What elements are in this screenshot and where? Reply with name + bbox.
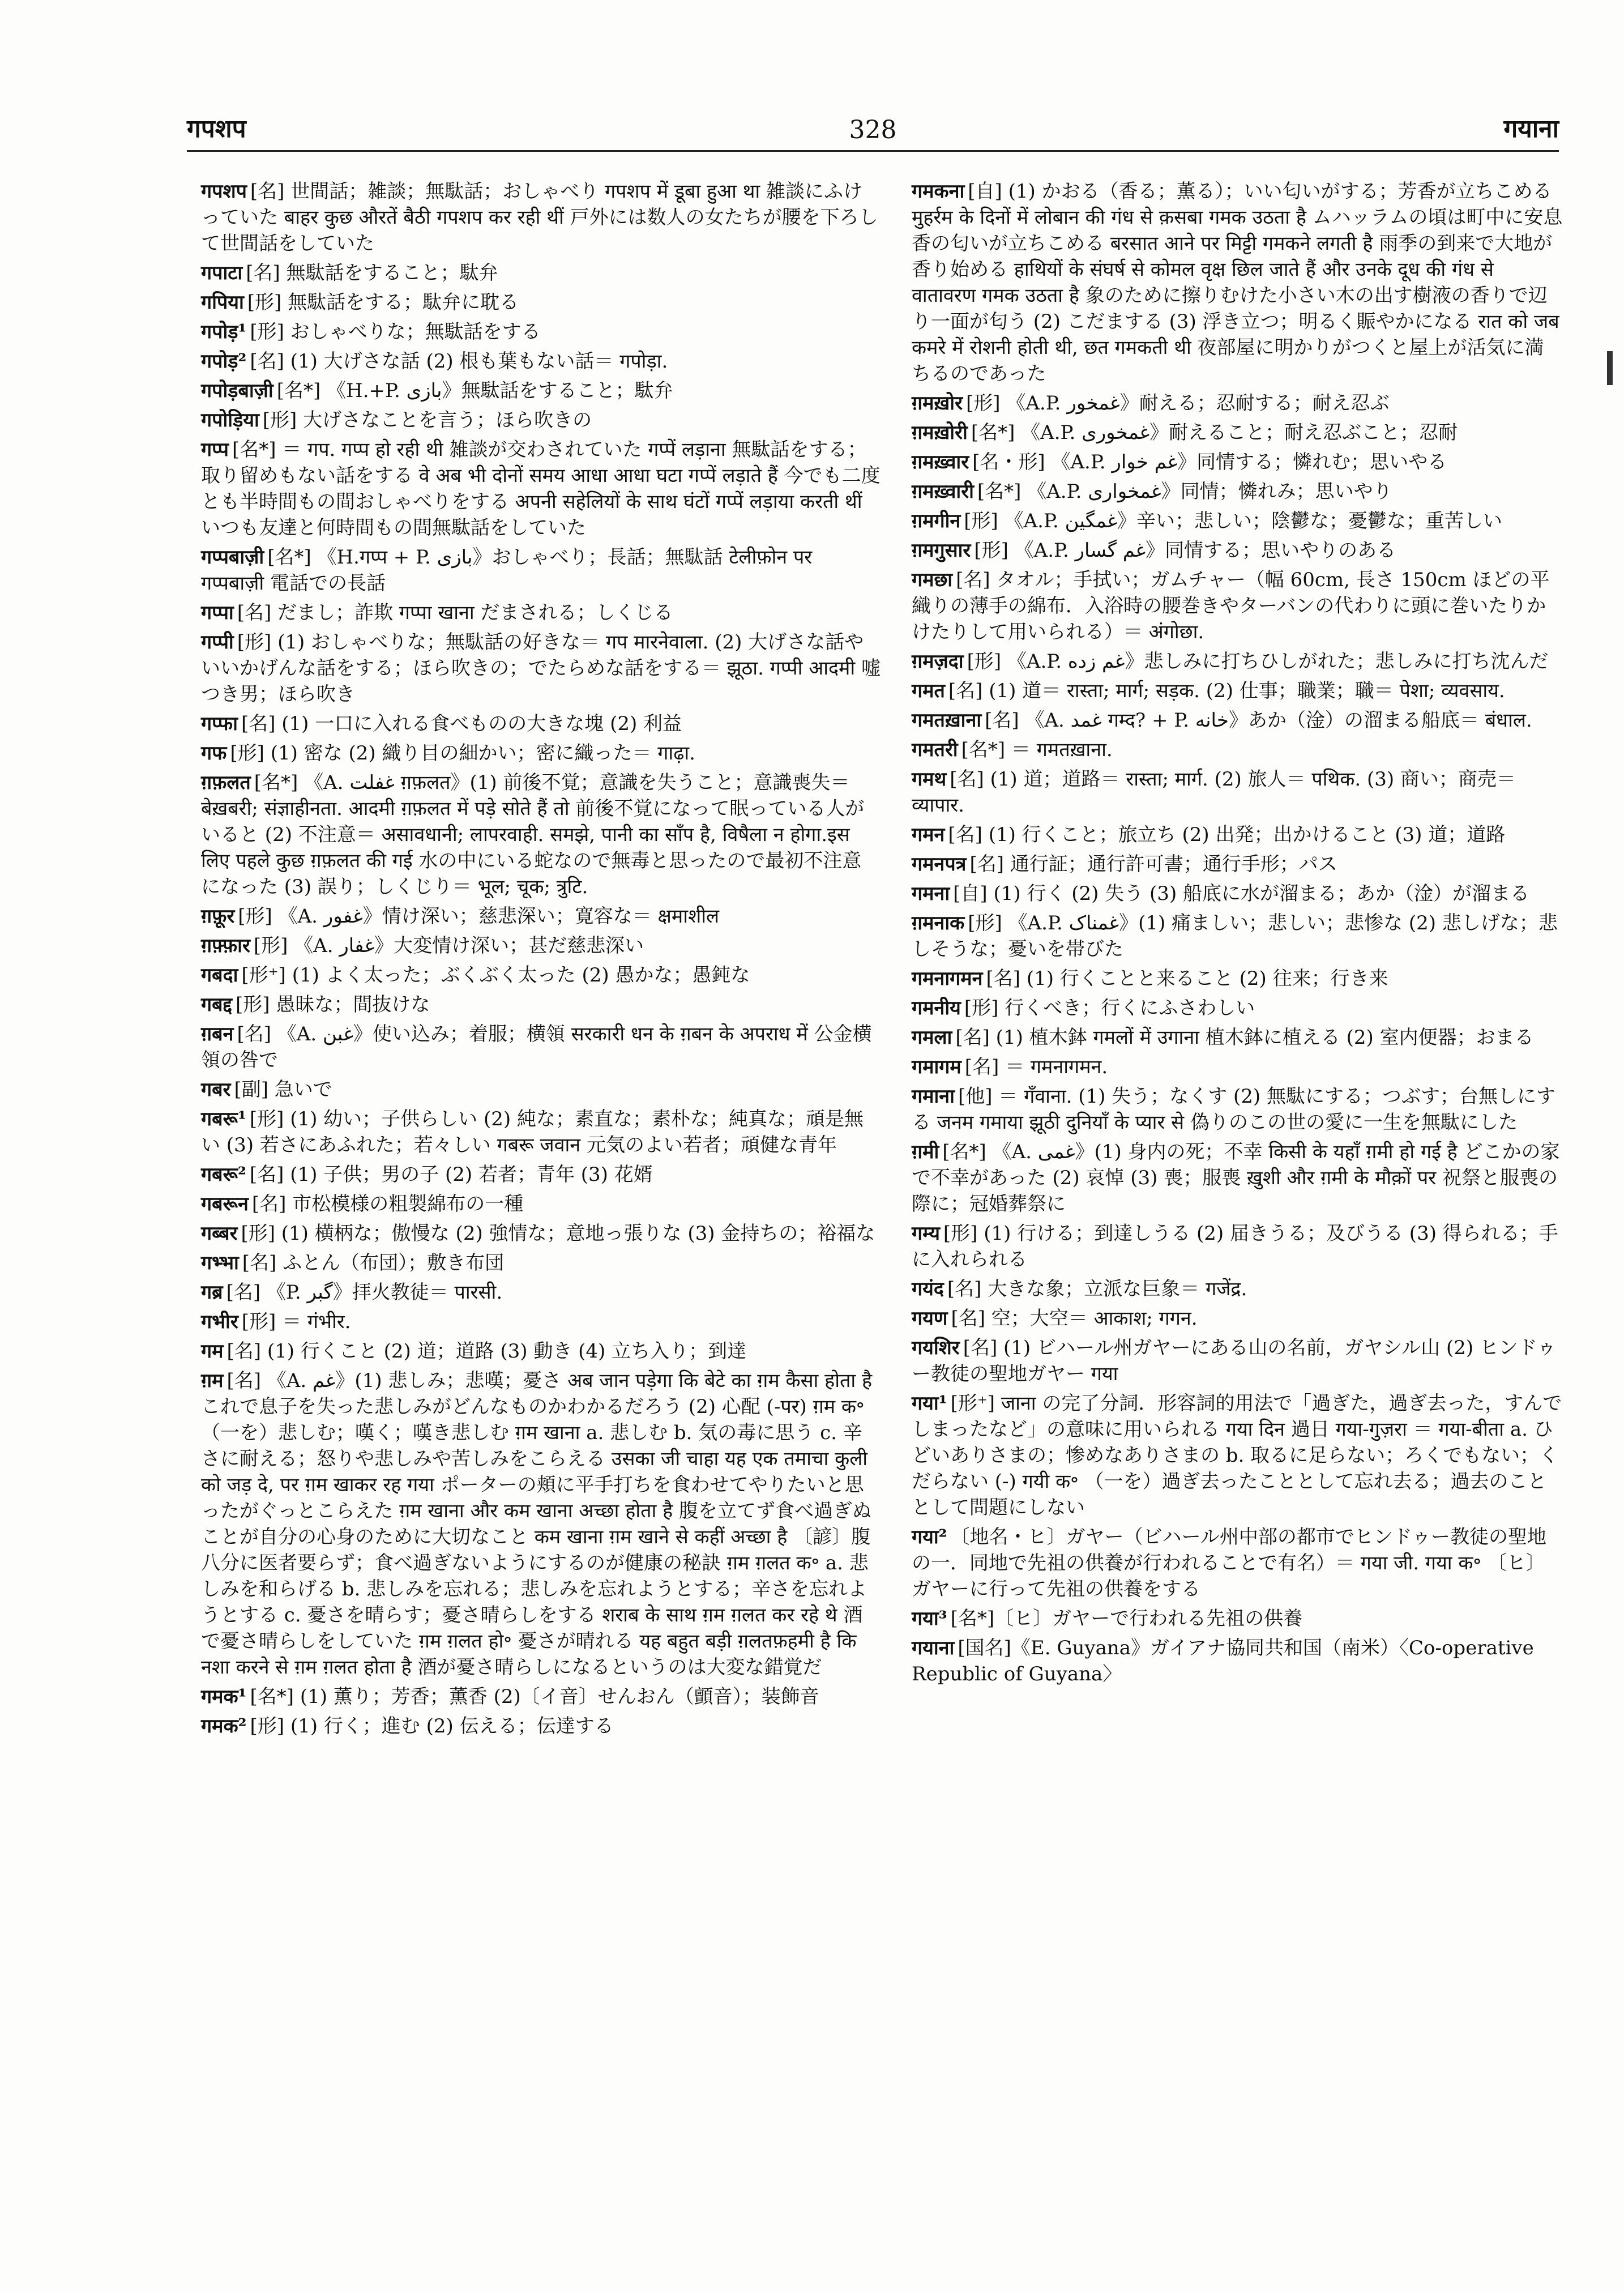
guide-word-last: गयाना — [1503, 114, 1559, 143]
headword: गबदा — [201, 964, 238, 987]
definition: [名] (1) 植木鉢 गमलों में उगाना 植木鉢に植える (2) 室内便器；おまる — [955, 1026, 1534, 1049]
dictionary-entry — [201, 1338, 881, 1364]
definition: [名*]〔ヒ〕ガヤーで行われる先祖の供養 — [950, 1607, 1303, 1630]
dictionary-entry — [912, 1606, 1563, 1632]
definition: [名*] 《H.+P. بازی》無駄話をすること；駄弁 — [276, 379, 673, 402]
definition: [形] (1) 行く；進む (2) 伝える；伝達する — [250, 1715, 614, 1738]
definition: [名*] 《A. غمی》(1) 身内の死；不幸 किसी के यहाँ ग़मी हो गई है どこかの家で不幸があった (2) 哀悼 (3) 喪；服喪 ख़ुशी और ग़मी के मौक़ों पर 祝祭と服喪の際に；冠婚葬祭に — [912, 1141, 1560, 1215]
dictionary-entry — [912, 737, 1563, 763]
dictionary-entry — [201, 378, 881, 404]
definition: [名*] (1) 薫り；芳香；薫香 (2)〔イ音〕せんおん（顫音）；装飾音 — [250, 1685, 819, 1708]
definition: [名] だまし；詐欺 गप्पा खाना だまされる；しくじる — [237, 601, 673, 624]
headword: ग़मगुसार — [912, 539, 971, 562]
headword: गमना — [912, 882, 950, 905]
definition: [名] 《A. غم》(1) 悲しみ；悲嘆；憂さ अब जान पड़ेगा कि बेटे का ग़म कैसा होता है これで息子を失った悲しみがどんなものかわかるだろう (2) 心配 (-पर) ग़म क॰ （一を）悲しむ；嘆く；嘆き悲しむ ग़म खाना a. 悲しむ b. 気の毒に思う c. 辛さに耐える；怒りや悲しみや苦しみをこらえる उसका जी चाहा यह एक तमाचा कुली को जड़ दे, पर ग़म खाकर रह गया ポーターの頬に平手打ちを食わせてやりたいと思ったがぐっとこらえた ग़म खाना और कम खाना अच्छा होता है 腹を立てず食べ過ぎぬことが自分の心身のために大切なこと कम खाना ग़म खाने से कहीं अच्छा है 〔諺〕腹八分に医者要らず；食べ過ぎないようにするのが健康の秘訣 ग़म ग़लत क॰ a. 悲しみを和らげる b. 悲しみを忘れる；悲しみを忘れようとする；辛さを忘れようとする c. 憂さを晴らす；憂さ晴らしをする शराब के साथ ग़म ग़लत कर रहे थे 酒で憂さ晴らしをしていた ग़म ग़लत हो॰ 憂さが晴れる यह बहुत बड़ी ग़लतफ़हमी है कि नशा करने से ग़म ग़लत होता है 酒が憂さ晴らしになるというのは大変な錯覚だ — [201, 1369, 873, 1679]
definition: [名*] 《A.P. غمخواری》同情；憐れみ；思いやり — [977, 480, 1392, 503]
definition: 〔地名・ヒ〕ガヤー（ビハール州中部の都市でヒンドゥー教徒の聖地の一．同地で先祖の供養が行われることで有名）＝ गया जी. गया क॰ 〔ヒ〕ガヤーに行って先祖の供養をする — [912, 1526, 1547, 1600]
dictionary-entry — [912, 648, 1563, 675]
headword: गप्पबाज़ी — [201, 546, 264, 569]
definition: [名] (1) ビハール州ガヤーにある山の名前，ガヤシル山 (2) ヒンドゥー教徒の聖地ガヤー गया — [912, 1337, 1557, 1385]
definition: [自] (1) かおる（香る；薫る）；いい匂いがする；芳香が立ちこめる मुहर्रम के दिनों में लोबान की गंध से क़सबा गमक उठता है ムハッラムの頃は町中に安息香の匂いが立ちこめる बरसात आने पर मिट्टी गमकने लगती है 雨季の到来で大地が香り始める हाथियों के संघर्ष से कोमल वृक्ष छिल जाते हैं और उनके दूध की गंध से वातावरण गमक उठता है 象のために擦りむけた小さい木の出す樹液の香りで辺り一面が匂う (2) こだまする (3) 浮き立つ；明るく賑やかになる रात को जब कमरे में रोशनी होती थी, छत गमकती थी 夜部屋に明かりがつくと屋上が活気に満ちるのであった — [912, 180, 1563, 385]
definition: [形] 行くべき；行くにふさわしい — [964, 997, 1255, 1019]
definition: [名*] 《A.P. غمخوری》耐えること；耐え忍ぶこと；忍耐 — [971, 421, 1458, 444]
dictionary-entry — [912, 1025, 1563, 1051]
headword: गपिया — [201, 291, 244, 314]
definition: [形] (1) おしゃべりな；無駄話の好きな＝ गप मारनेवाला. (2) 大げさな話やいいかげんな話をする；ほら吹きの；でたらめな話をする＝ झूठा. गप्पी आदमी 嘘つき男；ほら吹き — [201, 631, 881, 706]
dictionary-entry — [912, 995, 1563, 1021]
dictionary-entry — [201, 600, 881, 626]
definition: [形] 無駄話をする；駄弁に耽る — [247, 291, 519, 314]
headword: गबरू¹ — [201, 1108, 246, 1130]
dictionary-entry — [201, 260, 881, 286]
headword: गप्फा — [201, 712, 238, 735]
thumb-index-mark — [1607, 351, 1613, 385]
headword: गपशप — [201, 180, 247, 203]
definition: [副] 急いで — [234, 1078, 332, 1101]
headword: गमक¹ — [201, 1685, 247, 1708]
headword: गप्प — [201, 438, 229, 461]
definition: [名] (1) 行くこと；旅立ち (2) 出発；出かけること (3) 道；道路 — [948, 823, 1506, 846]
dictionary-entry — [912, 178, 1563, 387]
dictionary-entry — [912, 1524, 1563, 1602]
headword: गमनपत्र — [912, 853, 967, 876]
definition: [名] 市松模様の粗製綿布の一種 — [251, 1193, 524, 1215]
dictionary-entry — [201, 1250, 881, 1276]
dictionary-entry — [201, 1309, 881, 1335]
definition: [名*] ＝ गमतख़ाना. — [961, 739, 1113, 761]
dictionary-entry — [912, 1276, 1563, 1302]
definition: [自] (1) 行く (2) 失う (3) 船底に水が溜まる；あか（淦）が溜まる — [953, 882, 1530, 905]
headword: ग़मख़्वार — [912, 451, 969, 473]
dictionary-entry — [912, 1390, 1563, 1521]
headword: गपोड़िया — [201, 409, 259, 432]
definition: [名] タオル；手拭い；ガムチャー（幅 60cm, 長さ 150cm ほどの平織りの薄手の綿布．入浴時の腰巻きやターバンの代わりに頭に巻いたりかけたりして用いられる）＝ अंगोछा. — [912, 569, 1550, 643]
definition: [形] ＝ गंभीर. — [241, 1311, 351, 1333]
headword: ग़मख़ोरी — [912, 421, 968, 444]
headword: गमनागमन — [912, 967, 983, 990]
definition: [他] ＝ गँवाना. (1) 失う；なくす (2) 無駄にする；つぶす；台無しにする जनम गमाया झूठी दुनियाँ के प्यार से 偽りのこの世の愛に一生を無駄にした — [912, 1085, 1555, 1134]
dictionary-entry — [912, 567, 1563, 645]
dictionary-entry — [201, 711, 881, 737]
dictionary-entry — [912, 1054, 1563, 1080]
headword: गपोड़बाज़ी — [201, 379, 273, 402]
dictionary-entry — [912, 678, 1563, 704]
dictionary-entry — [912, 479, 1563, 505]
headword: गभ्भा — [201, 1252, 239, 1274]
headword: गम्य — [912, 1222, 940, 1245]
dictionary-entry — [912, 881, 1563, 907]
headword: गमनीय — [912, 997, 961, 1019]
dictionary-entry — [201, 992, 881, 1018]
definition: [名] (1) 子供；男の子 (2) 若者；青年 (3) 花婿 — [249, 1163, 653, 1186]
dictionary-entry — [912, 508, 1563, 534]
definition: [名*] 《H.गप्प + P. بازی》おしゃべり；長話；無駄話 टेलीफ़ोन पर गप्पबाज़ी 電話での長話 — [201, 546, 813, 595]
dictionary-entry — [201, 770, 881, 900]
dictionary-entry — [912, 1139, 1563, 1217]
definition: [名] 大きな象；立派な巨象＝ गजेंद्र. — [947, 1278, 1247, 1300]
headword: गमतख़ाना — [912, 709, 982, 732]
dictionary-entry — [201, 629, 881, 707]
dictionary-entry — [201, 1106, 881, 1158]
headword: गमछा — [912, 569, 953, 591]
definition: [形] 大げさなことを言う；ほら吹きの — [262, 409, 592, 432]
headword: गमला — [912, 1026, 952, 1049]
definition: [名] 無駄話をすること；駄弁 — [246, 262, 498, 284]
headword: गमकना — [912, 180, 965, 203]
right-column — [912, 178, 1563, 1691]
dictionary-entry — [201, 933, 881, 959]
definition: [形] おしゃべりな；無駄話をする — [250, 321, 541, 343]
headword: ग़म — [201, 1369, 224, 1392]
dictionary-entry — [201, 1162, 881, 1188]
headword: ग़फ़लत — [201, 771, 251, 794]
dictionary-entry — [201, 289, 881, 315]
definition: [形⁺] (1) よく太った；ぶくぶく太った (2) 愚かな；愚鈍な — [241, 964, 750, 987]
dictionary-entry — [912, 420, 1563, 446]
guide-word-first: गपशप — [187, 114, 246, 143]
definition: [形] (1) 横柄な；傲慢な (2) 強情な；意地っ張りな (3) 金持ちの；裕福な — [241, 1222, 875, 1245]
headword: गयण — [912, 1307, 948, 1330]
headword: गप्पी — [201, 631, 234, 654]
definition: [形] 《A. غفار》大変情け深い；甚だ慈悲深い — [253, 934, 644, 957]
headword: गयंद — [912, 1278, 944, 1300]
dictionary-entry — [912, 966, 1563, 992]
definition: [国名]《E. Guyana》ガイアナ協同共和国（南米）〈Co-operative Republic of Guyana〉 — [912, 1637, 1534, 1685]
dictionary-entry — [201, 1279, 881, 1305]
headword: ग़फ़्फ़ार — [201, 934, 250, 957]
definition: [名] ふとん（布団）；敷き布団 — [242, 1252, 505, 1274]
dictionary-entry — [912, 390, 1563, 416]
headword: गपोड़¹ — [201, 321, 247, 343]
dictionary-entry — [201, 407, 881, 433]
headword: ग़बन — [201, 1023, 234, 1045]
headword: गमन — [912, 823, 945, 846]
definition: [名*] 《A. غفلت ग़फ़लत》(1) 前後不覚；意識を失うこと；意識喪失＝ बेख़बरी; संज्ञाहीनता. आदमी ग़फ़लत में पड़े सोते हैं तो 前後不覚になって眠っている人がいると (2) 不注意＝ असावधानी; लापरवाही. समझे, पानी का साँप है, विषैला न होगा.इस लिए पहले कुछ ग़फ़लत की गई 水の中にいる蛇なので無毒と思ったので最初不注意になった (3) 誤り；しくじり＝ भूल; चूक; त्रुटि. — [201, 771, 865, 898]
definition: [名] 《A. غبن》使い込み；着服；横領 सरकारी धन के ग़बन के अपराध में 公金横領の咎で — [201, 1023, 872, 1072]
definition: [名] 通行証；通行許可書；通行手形；パス — [969, 853, 1337, 876]
headword: गबरू² — [201, 1163, 246, 1186]
headword: गफ — [201, 742, 227, 765]
definition: [名] 《P. گبر》拝火教徒＝ पारसी. — [226, 1281, 503, 1304]
dictionary-entry — [201, 1368, 881, 1680]
definition: [名] 世間話；雑談；無駄話；おしゃべり गपशप में डूबा हुआ था 雑談にふけっていた बाहर कुछ औरतें बैठी गपशप कर रही थीं 戸外には数人の女たちが腰を下ろして世間話をしていた — [201, 180, 878, 255]
definition: [名] (1) 一口に入れる食べものの大きな塊 (2) 利益 — [241, 712, 682, 735]
definition: [形] 《A.P. غمگین》辛い；悲しい；陰鬱な；憂鬱な；重苦しい — [964, 510, 1502, 532]
dictionary-entry — [201, 740, 881, 766]
headword: गमागम — [912, 1056, 961, 1078]
dictionary-entry — [201, 1684, 881, 1710]
definition: [形⁺] जाना の完了分詞．形容詞的用法で「過ぎた，過ぎ去った，すんでしまったなど」の意味に用いられる गया दिन 過日 गया-गुज़रा ＝ गया-बीता a. ひどいありさまの；惨めなありさまの b. 取るに足らない；ろくでもない；くだらない (-) गयी क॰ （一を）過ぎ去ったこととして忘れ去る；過去のこととして問題にしない — [912, 1392, 1562, 1519]
headword: गमाना — [912, 1085, 955, 1108]
dictionary-entry — [201, 903, 881, 929]
definition: [名] ＝ गमनागमन. — [964, 1056, 1108, 1078]
headword: गबरून — [201, 1193, 249, 1215]
headword: ग़मनाक — [912, 912, 965, 934]
definition: [形] 《A.P. غمخور》耐える；忍耐する；耐え忍ぶ — [966, 392, 1390, 415]
headword: गया³ — [912, 1607, 947, 1630]
dictionary-entry — [912, 449, 1563, 475]
dictionary-entry — [912, 1635, 1563, 1687]
headword: ग़मी — [912, 1141, 939, 1163]
headword: गयशिर — [912, 1337, 960, 1359]
dictionary-entry — [912, 1335, 1563, 1387]
dictionary-entry — [201, 437, 881, 541]
definition: [名] 空；大空＝ आकाश; गगन. — [951, 1307, 1198, 1330]
headword: गमतरी — [912, 739, 958, 761]
definition: [名・形] 《A.P. غم خوار》同情する；憐れむ；思いやる — [972, 451, 1447, 473]
dictionary-entry — [912, 1305, 1563, 1331]
headword: गपोड़² — [201, 350, 247, 373]
definition: [形] 《A.P. غم زده》悲しみに打ちひしがれた；悲しみに打ち沈んだ — [967, 650, 1549, 673]
headword: ग़मगीन — [912, 510, 961, 532]
headword: ग़मख़ोर — [912, 392, 963, 415]
dictionary-entry — [201, 348, 881, 374]
dictionary-entry — [912, 1220, 1563, 1273]
definition: [名] (1) 大げさな話 (2) 根も葉もない話＝ गपोड़ा. — [250, 350, 668, 373]
definition: [名*] ＝ गप. गप्प हो रही थी 雑談が交わされていた गप्पें लड़ाना 無駄話をする；取り留めもない話をする वे अब भी दोनों समय आधा आधा घटा गप्पें लड़ाते हैं 今でも二度とも半時間もの間おしゃべりをする अपनी सहेलियों के साथ घंटों गप्पें लड़ाया करती थीं いつも友達と何時間もの間無駄話をしていた — [201, 438, 881, 539]
dictionary-entry — [201, 1191, 881, 1217]
dictionary-entry — [912, 707, 1563, 733]
headword: गमक² — [201, 1715, 247, 1738]
definition: [名] 《A. غمد गम्द? + P. خانه》あか（淦）の溜まる船底＝ बंधाल. — [985, 709, 1532, 732]
page-header — [187, 99, 1559, 152]
headword: ग़फ़ूर — [201, 905, 235, 928]
left-column — [201, 178, 881, 1743]
headword: ग़मख़्वारी — [912, 480, 974, 503]
definition: [名] (1) 道；道路＝ रास्ता; मार्ग. (2) 旅人＝ पथिक. (3) 商い；商売＝ व्यापार. — [912, 768, 1516, 817]
definition: [名] (1) 行くこと (2) 道；道路 (3) 動き (4) 立ち入り；到達 — [226, 1340, 747, 1363]
headword: गपाटा — [201, 262, 243, 284]
dictionary-entry — [912, 910, 1563, 962]
definition: [形] (1) 幼い；子供らしい (2) 純な；素直な；素朴な；純真な；頑是無い (3) 若さにあふれた；若々しい गबरू जवान 元気のよい若者；頑健な青年 — [201, 1108, 864, 1156]
headword: गब्र — [201, 1281, 223, 1304]
dictionary-entry — [201, 1021, 881, 1073]
headword: गब्बर — [201, 1222, 238, 1245]
headword: गमत — [912, 680, 945, 702]
definition: [形] (1) 密な (2) 織り目の細かい；密に織った＝ गाढ़ा. — [230, 742, 695, 765]
headword: गबद्द — [201, 993, 233, 1016]
headword: गप्पा — [201, 601, 234, 624]
dictionary-entry — [201, 962, 881, 988]
headword: गमथ — [912, 768, 947, 791]
headword: गम — [201, 1340, 224, 1363]
definition: [名] (1) 道＝ रास्ता; मार्ग; सड़क. (2) 仕事；職業；職＝ पेशा; व्यवसाय. — [948, 680, 1505, 702]
dictionary-entry — [912, 822, 1563, 848]
dictionary-entry — [201, 544, 881, 596]
definition: [形] 《A.P. غم گسار》同情する；思いやりのある — [974, 539, 1396, 562]
dictionary-entry — [912, 1083, 1563, 1136]
dictionary-entry — [912, 766, 1563, 818]
headword: गयाना — [912, 1637, 955, 1659]
definition: [形] 愚昧な；間抜けな — [236, 993, 430, 1016]
dictionary-entry — [201, 1220, 881, 1247]
dictionary-entry — [201, 1713, 881, 1739]
dictionary-entry — [201, 178, 881, 257]
headword: गबर — [201, 1078, 231, 1101]
dictionary-entry — [912, 851, 1563, 877]
page-number: 328 — [849, 116, 897, 144]
definition: [名] (1) 行くことと来ること (2) 往来；行き来 — [986, 967, 1388, 990]
dictionary-entry — [912, 537, 1563, 564]
definition: [形] 《A.P. غمناک》(1) 痛ましい；悲しい；悲惨な (2) 悲しげな；悲しそうな；憂いを帯びた — [912, 912, 1558, 961]
headword: गभीर — [201, 1311, 238, 1333]
headword: गया² — [912, 1526, 947, 1548]
headword: ग़मज़दा — [912, 650, 964, 673]
headword: गया¹ — [912, 1392, 947, 1415]
dictionary-entry — [201, 1077, 881, 1103]
definition: [形] 《A. غفور》情け深い；慈悲深い；寛容な＝ क्षमाशील — [238, 905, 720, 928]
dictionary-entry — [201, 319, 881, 345]
definition: [形] (1) 行ける；到達しうる (2) 届きうる；及びうる (3) 得られる；手に入れられる — [912, 1222, 1558, 1271]
